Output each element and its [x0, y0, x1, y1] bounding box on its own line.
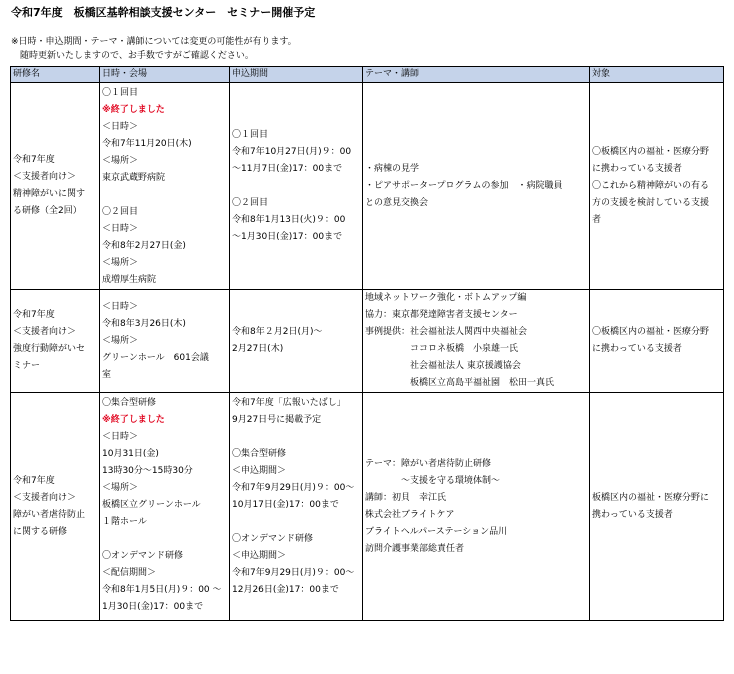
cell-line: 方の支援を検討している支援 — [592, 197, 710, 208]
cell-line: 令和8年２月2日(月)〜 — [232, 327, 323, 337]
change-notice: ※日時・申込期間・テーマ・講師については変更の可能性が有ります。 — [11, 37, 297, 47]
cell-line: ＜日時＞ — [102, 224, 139, 234]
cell-line: ココロネ板橋 小泉雄一氏 — [365, 344, 519, 354]
cell-line: 訪問介護事業部総責任者 — [365, 543, 465, 554]
cell-line: に携わっている支援者 — [592, 163, 682, 174]
date-venue-cell — [100, 290, 230, 393]
cell-line: １階ホール — [102, 517, 147, 527]
line-spacer — [102, 187, 227, 204]
cell-line: 地域ネットワーク強化・ボトムアップ編 — [365, 293, 527, 303]
update-notice: 随時更新いたしますので、お手数ですがご確認ください。 — [11, 51, 254, 61]
course-name-cell — [11, 83, 100, 290]
cell-line: 板橋区内の福祉・医療分野に — [592, 492, 710, 503]
cell-lines — [13, 473, 97, 541]
cell-line: 〇オンデマンド研修 — [102, 551, 184, 561]
cell-line: 〇集合型研修 — [232, 449, 287, 459]
theme-lecturer-cell — [363, 393, 590, 621]
cell-lines — [592, 490, 721, 524]
cell-line: 株式会社ブライトケア — [365, 509, 455, 520]
header-target: 対象 — [590, 67, 724, 83]
cell-line: ミナー — [13, 361, 41, 371]
cell-line: 2月27日(木) — [232, 344, 284, 354]
header-date-venue: 日時・会場 — [100, 67, 230, 83]
application-period-cell — [230, 393, 363, 621]
date-venue-cell — [100, 393, 230, 621]
cell-line: テーマ：障がい者虐待防止研修 — [365, 458, 492, 469]
cell-lines — [102, 299, 227, 384]
cell-lines — [592, 144, 721, 229]
cell-line: 1月30日(金)17：00まで — [102, 602, 204, 612]
cell-line: 〇板橋区内の福祉・医療分野 — [592, 327, 710, 337]
cell-line: 〇２回目 — [232, 197, 269, 208]
table-row — [11, 393, 724, 621]
seminar-schedule-table — [10, 66, 724, 621]
cell-line: ＜支援者向け＞ — [13, 492, 77, 503]
cell-line: 令和8年1月5日(月)９：00 〜 — [102, 585, 222, 595]
cell-line: ＜日時＞ — [102, 301, 139, 312]
application-period-cell — [230, 290, 363, 393]
cell-line: 東京武蔵野病院 — [102, 173, 166, 183]
cell-line: 9月27日号に掲載予定 — [232, 415, 322, 425]
course-name-cell — [11, 290, 100, 393]
cell-line: 社会福祉法人 東京援護協会 — [365, 361, 521, 371]
cell-lines — [232, 127, 360, 246]
cell-lines — [102, 395, 227, 616]
line-spacer — [232, 514, 360, 531]
cell-line: ＜日時＞ — [102, 122, 139, 132]
cell-line: ＜支援者向け＞ — [13, 327, 77, 337]
cell-line: ＜場所＞ — [102, 156, 139, 166]
cell-line: 〇これから精神障がいの有る — [592, 180, 710, 191]
header-course-name: 研修名 — [11, 67, 100, 83]
cell-line: る研修（全2回） — [13, 206, 82, 216]
cell-line: ・病棟の見学 — [365, 163, 420, 174]
cell-lines — [232, 324, 360, 358]
header-theme-lecturer: テーマ・講師 — [363, 67, 590, 83]
cell-line: 13時30分〜15時30分 — [102, 466, 193, 476]
cell-line: ＜配信期間＞ — [102, 568, 157, 578]
cell-line: 〇集合型研修 — [102, 398, 157, 408]
cell-line: 〇２回目 — [102, 207, 139, 217]
cell-line: 令和7年9月29日(月)９：00〜 — [232, 483, 355, 493]
cell-line: 令和7年度 — [13, 475, 55, 486]
cell-line: 強度行動障がいセ — [13, 344, 86, 354]
cell-lines — [365, 290, 587, 392]
application-period-cell — [230, 83, 363, 290]
cell-line: 〜1月30日(金)17：00まで — [232, 231, 343, 242]
cell-line: 講師：初貝 幸江氏 — [365, 492, 447, 503]
cell-line: 令和8年2月27日(金) — [102, 241, 186, 251]
cell-line: ・ピアサポータープログラムの参加 ・病院職員 — [365, 180, 563, 191]
cell-line: 令和7年10月27日(月)９：00 — [232, 146, 352, 157]
target-cell — [590, 393, 724, 621]
cell-line: 携わっている支援者 — [592, 509, 673, 520]
date-venue-cell — [100, 83, 230, 290]
cell-line: に携わっている支援者 — [592, 344, 682, 354]
cell-line: 12月26日(金)17：00まで — [232, 585, 339, 595]
cell-lines — [365, 161, 587, 212]
target-cell — [590, 290, 724, 393]
cell-line: 令和8年1月13日(火)９：00 — [232, 214, 346, 225]
cell-lines — [13, 152, 97, 220]
page-title: 令和7年度 板橋区基幹相談支援センター セミナー開催予定 — [11, 6, 316, 19]
cell-line: 室 — [102, 369, 112, 380]
course-name-cell — [11, 393, 100, 621]
target-cell — [590, 83, 724, 290]
cell-line: 者 — [592, 214, 602, 225]
cell-lines — [232, 395, 360, 599]
table-row — [11, 83, 724, 290]
finished-notice: ※終了しました — [102, 415, 165, 425]
cell-line: 10月17日(金)17：00まで — [232, 500, 339, 510]
cell-line: ＜申込期間＞ — [232, 551, 287, 561]
cell-line: との意見交換会 — [365, 197, 429, 208]
cell-line: 令和7年11月20日(木) — [102, 139, 192, 149]
cell-line: 〇板橋区内の福祉・医療分野 — [592, 146, 710, 157]
theme-lecturer-cell — [363, 83, 590, 290]
finished-notice: ※終了しました — [102, 105, 165, 115]
cell-line: 〇１回目 — [232, 129, 269, 140]
cell-line: 令和8年3月26日(木) — [102, 318, 186, 329]
table-header-row — [11, 67, 724, 83]
cell-lines — [102, 85, 227, 289]
cell-line: 令和7年9月29日(月)９：00〜 — [232, 568, 355, 578]
cell-line: グリーンホール 601会議 — [102, 352, 209, 363]
line-spacer — [232, 178, 360, 195]
cell-line: 協力：東京都発達障害者支援センター — [365, 310, 518, 320]
cell-line: ＜日時＞ — [102, 432, 139, 442]
line-spacer — [102, 531, 227, 548]
cell-lines — [592, 324, 721, 358]
cell-line: 〇オンデマンド研修 — [232, 534, 314, 544]
cell-line: 令和7年度 — [13, 155, 55, 165]
cell-line: 令和7年度「広報いたばし」 — [232, 398, 346, 408]
cell-line: 事例提供：社会福祉法人関西中央福祉会 — [365, 327, 528, 337]
theme-lecturer-cell — [363, 290, 590, 393]
table-row — [11, 290, 724, 393]
cell-line: 板橋区立高島平福祉園 松田一真氏 — [365, 378, 555, 388]
cell-line: ＜申込期間＞ — [232, 466, 287, 476]
cell-line: 〜支援を守る環境体制〜 — [365, 475, 501, 486]
cell-line: 障がい者虐待防止 — [13, 509, 86, 520]
cell-line: 成増厚生病院 — [102, 275, 157, 285]
cell-line: 10月31日(金) — [102, 449, 159, 459]
cell-lines — [13, 307, 97, 375]
cell-lines — [365, 456, 587, 558]
cell-line: 精神障がいに関す — [13, 189, 86, 199]
header-application-period: 申込期間 — [230, 67, 363, 83]
line-spacer — [232, 429, 360, 446]
cell-line: 令和7年度 — [13, 310, 55, 320]
cell-line: 板橋区立グリーンホール — [102, 500, 201, 510]
cell-line: 〇１回目 — [102, 88, 139, 98]
cell-line: に関する研修 — [13, 526, 68, 537]
cell-line: ＜場所＞ — [102, 483, 139, 493]
cell-line: 〜11月7日(金)17：00まで — [232, 163, 343, 174]
cell-line: ＜場所＞ — [102, 258, 139, 268]
cell-line: ＜支援者向け＞ — [13, 172, 77, 182]
cell-line: ＜場所＞ — [102, 335, 139, 346]
cell-line: ブライトヘルパーステーション品川 — [365, 526, 508, 537]
